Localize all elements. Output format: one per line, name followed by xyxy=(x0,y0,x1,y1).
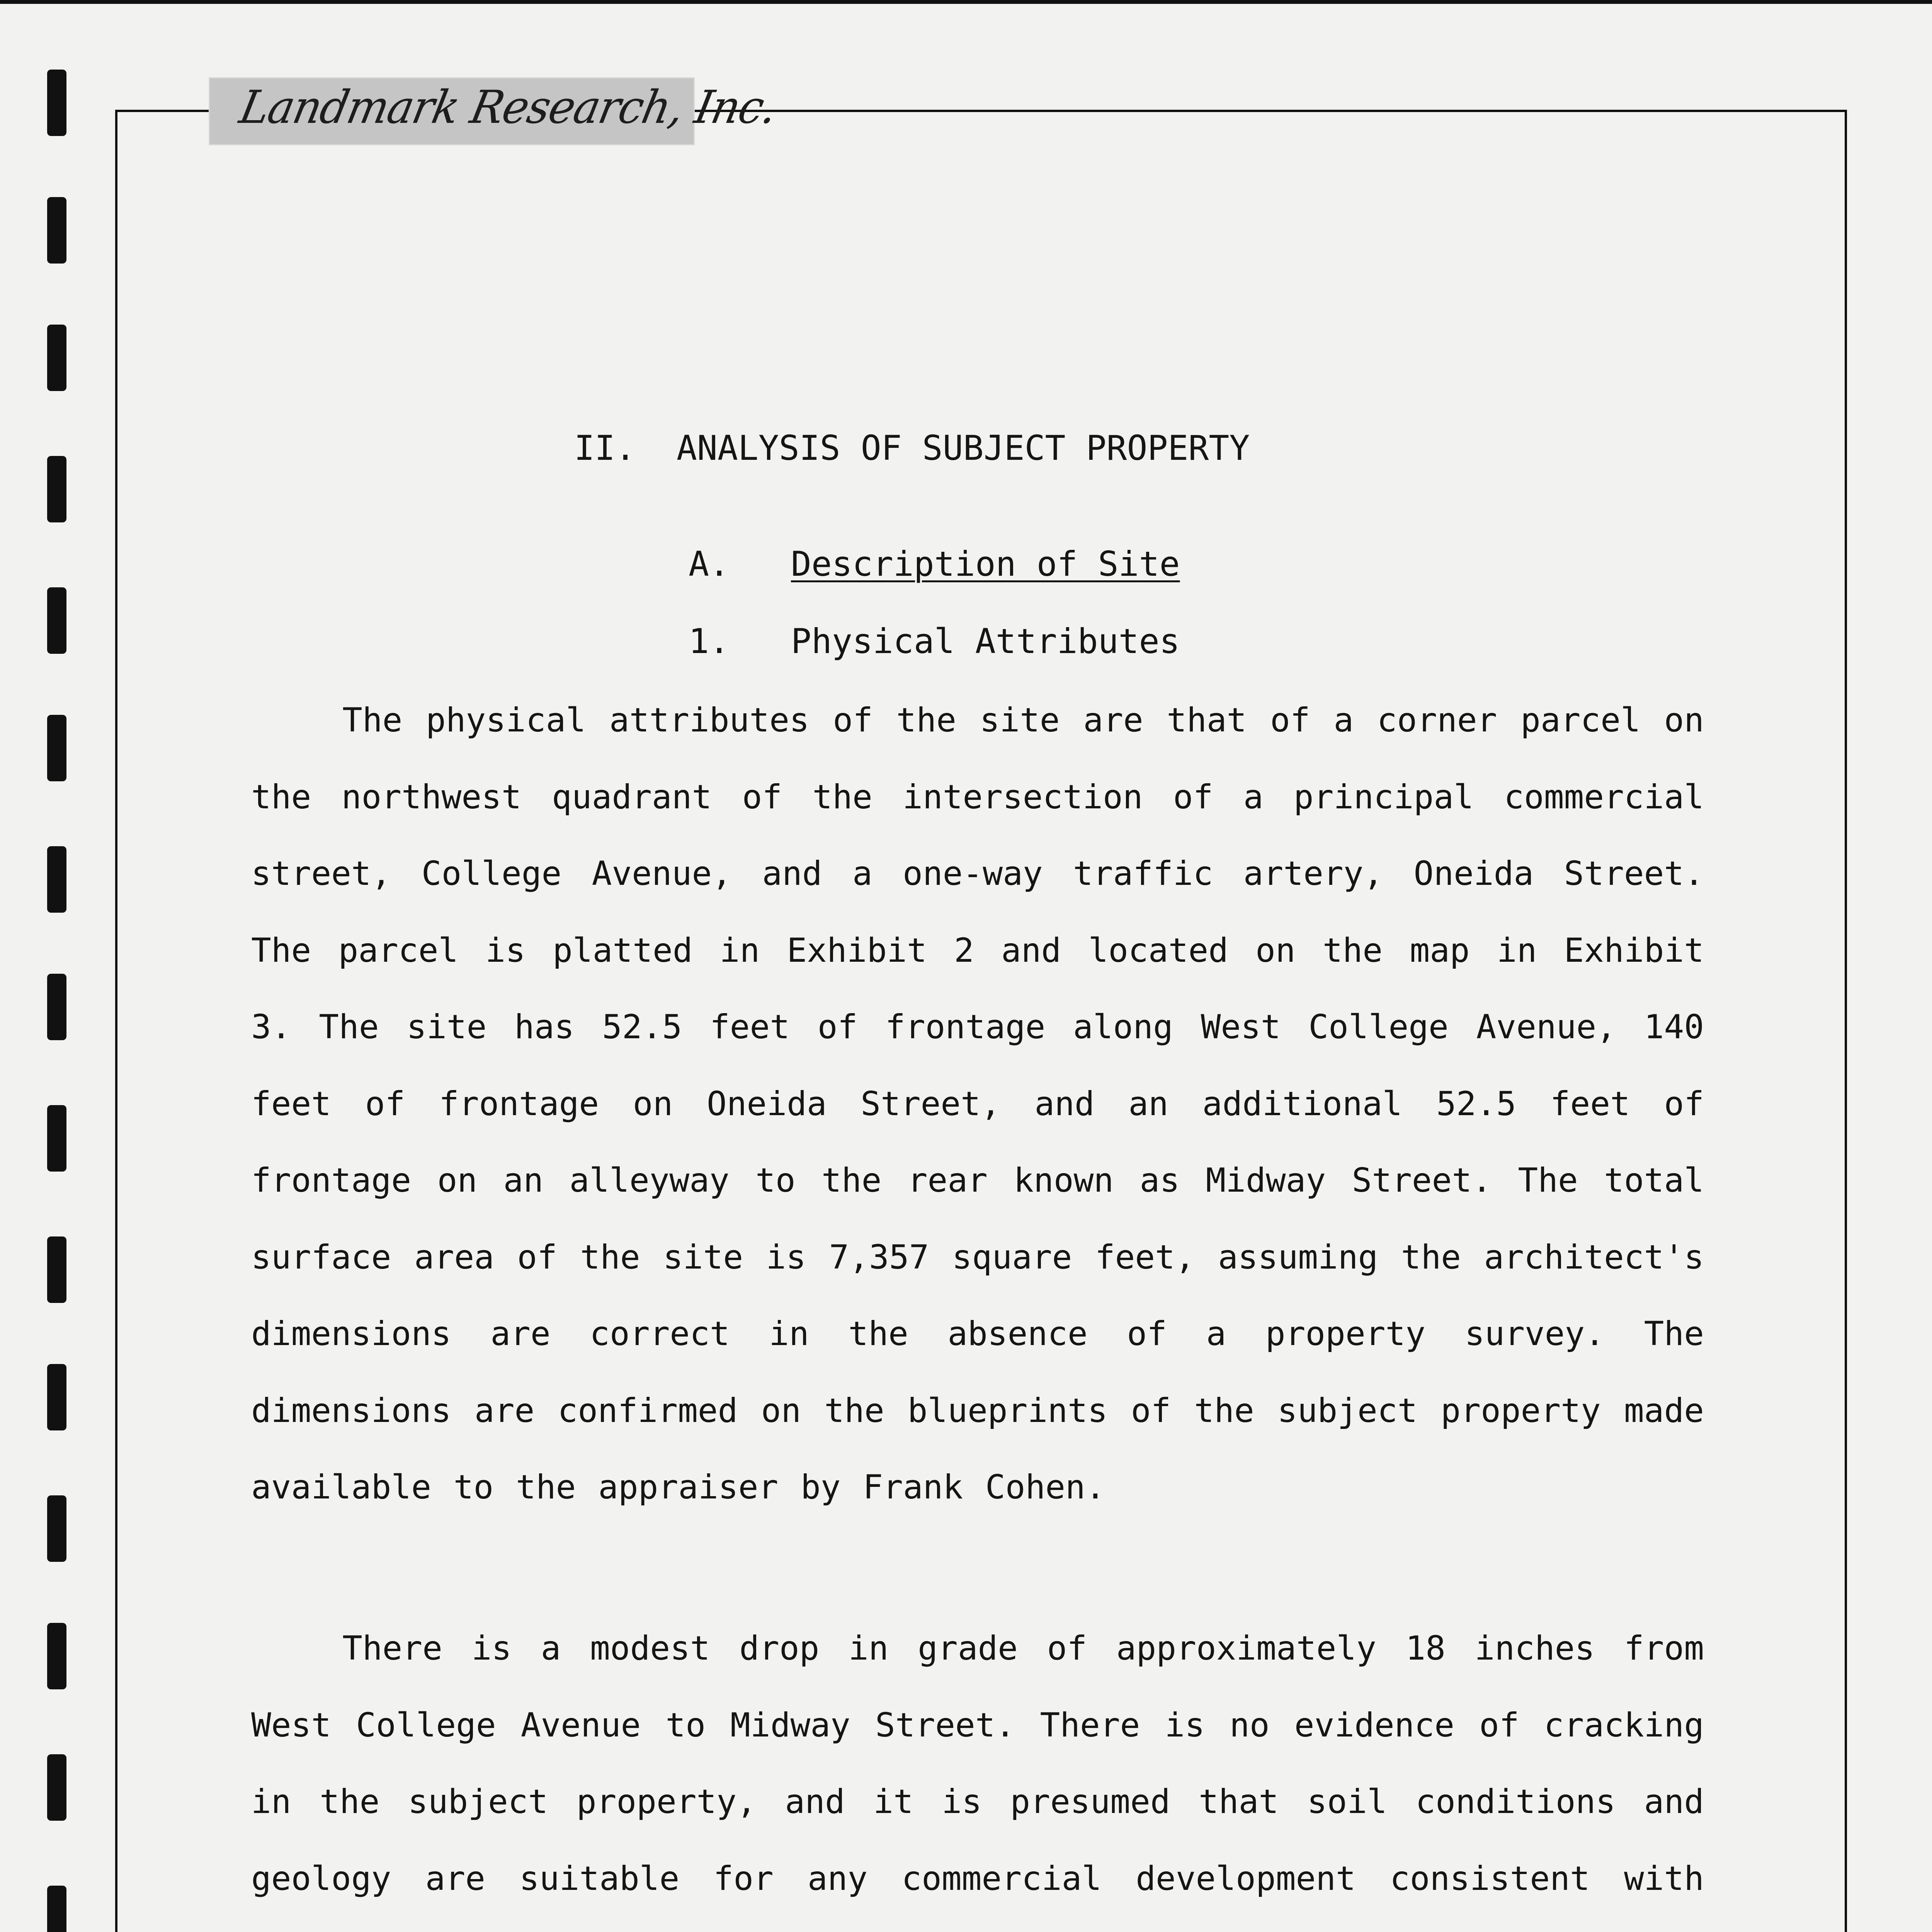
binding-hole xyxy=(47,1364,66,1430)
subsubsection-heading: 1. Physical Attributes xyxy=(689,621,1180,661)
company-logo xyxy=(209,77,781,145)
binding-hole xyxy=(47,1495,66,1562)
binding-hole xyxy=(47,715,66,781)
binding-hole xyxy=(47,325,66,391)
binding-hole xyxy=(47,1623,66,1689)
binding-hole xyxy=(47,70,66,136)
binding-hole xyxy=(47,1236,66,1303)
binding-hole xyxy=(47,1754,66,1821)
subsection-heading xyxy=(689,545,1180,583)
paragraph-text: There is a modest drop in grade of approximately 18 inches from West College Avenue to Midway Street. There is no evidence of cracking in the subject property, and it is presumed that soil conditions and geology are suitable for any commercial development consistent with xyxy=(251,1629,1704,1898)
company-logo-text: Landmark Research, Inc. xyxy=(235,81,781,134)
binding-hole xyxy=(47,1105,66,1172)
binding-hole xyxy=(47,587,66,654)
subsection-letter: A. xyxy=(689,544,730,584)
page-top-edge xyxy=(0,0,1932,4)
body-paragraph-2 xyxy=(251,1610,1704,1932)
section-heading: II. ANALYSIS OF SUBJECT PROPERTY xyxy=(574,428,1250,468)
paragraph-text: The physical attributes of the site are that of a corner parcel on the northwest quadrant of the intersection of a principal commercial street, College Avenue, and a one-way traffic artery, Oneida Street. The parcel is platted in Exhibit 2 and located on the map in Exhibit 3. The site has 52.5 feet of frontage along West College Avenue, 140 feet of frontage on Oneida Street, and an additional 52.5 feet of frontage on an alleyway to the rear known as Midway Street. The total surface area of the site is 7,357 square feet, assuming the architect's dimensions are correct in the absence of a property survey. The dimensions are confirmed on the blueprints of the subject property made available to the appraiser by Frank Cohen. xyxy=(251,701,1704,1507)
binding-hole xyxy=(47,974,66,1040)
body-paragraph-1 xyxy=(251,682,1704,1526)
subsection-title: Description of Site xyxy=(791,544,1180,584)
binding-hole xyxy=(47,456,66,522)
binding-hole xyxy=(47,846,66,913)
binding-hole xyxy=(47,197,66,264)
binding-hole xyxy=(47,1886,66,1932)
